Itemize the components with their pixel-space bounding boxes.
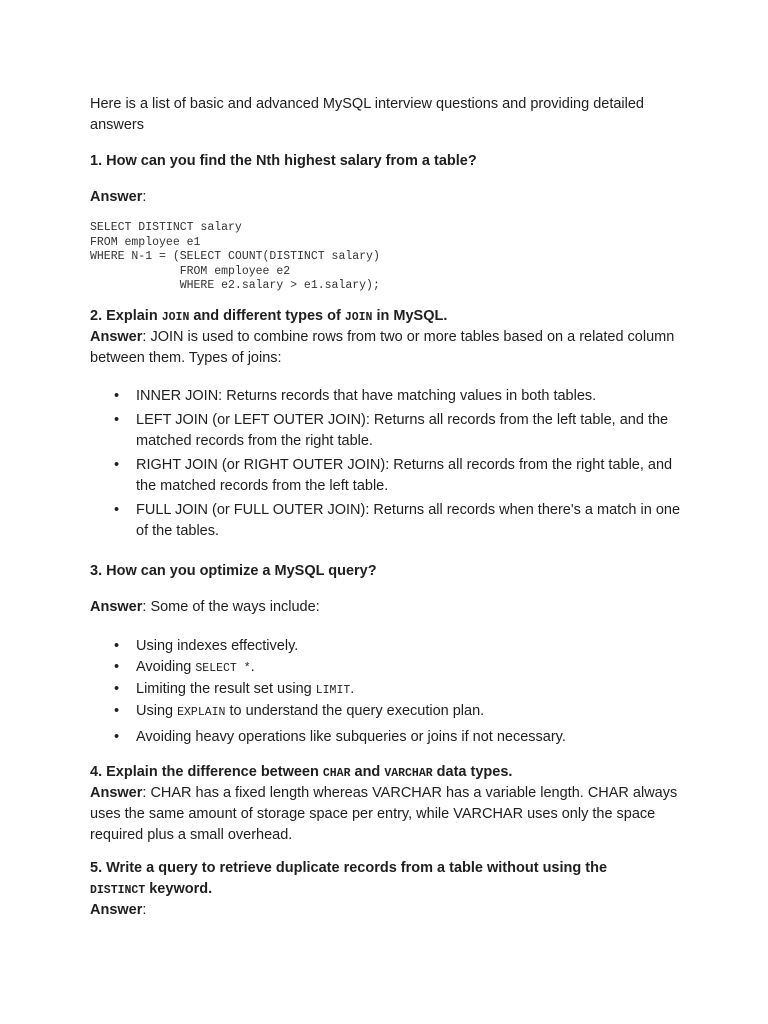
heading-text: 2. Explain bbox=[90, 308, 162, 324]
answer-colon: : bbox=[142, 902, 147, 918]
answer-text: : JOIN is used to combine rows from two or more tables based on a related column between them. Types of joins: bbox=[90, 329, 675, 366]
inline-code: DISTINCT bbox=[90, 884, 146, 897]
item-text: . bbox=[250, 659, 255, 675]
join-types-list bbox=[90, 386, 690, 542]
question-4-heading bbox=[90, 762, 690, 784]
question-2-heading bbox=[90, 306, 690, 328]
heading-text: and different types of bbox=[189, 308, 345, 324]
heading-text: 4. Explain the difference between bbox=[90, 764, 323, 780]
inline-code: SELECT * bbox=[195, 662, 251, 675]
heading-text: in MySQL. bbox=[372, 308, 448, 324]
answer-label: Answer bbox=[90, 785, 143, 801]
list-item: • Using indexes effectively. bbox=[90, 636, 690, 657]
inline-code: JOIN bbox=[161, 311, 190, 324]
question-3-answer bbox=[90, 597, 690, 618]
inline-code: CHAR bbox=[322, 767, 351, 780]
answer-text: : CHAR has a fixed length whereas VARCHAR has a variable length. CHAR always uses the same amount of storage space per entry, while VARCHAR uses only the space required plus a small overhead. bbox=[90, 785, 678, 843]
item-text: to understand the query execution plan. bbox=[225, 703, 485, 719]
question-1-code-block: SELECT DISTINCT salary FROM employee e1 WHERE N-1 = (SELECT COUNT(DISTINCT salary) FROM employee e2 WHERE e2.salary > e1.salary); bbox=[90, 221, 380, 292]
heading-text: keyword. bbox=[145, 881, 213, 897]
answer-text: : Some of the ways include: bbox=[142, 599, 320, 615]
inline-code: EXPLAIN bbox=[177, 706, 226, 719]
optimization-list bbox=[90, 636, 690, 748]
question-5-heading bbox=[90, 858, 620, 901]
answer-label: Answer bbox=[90, 599, 143, 615]
question-5-answer-label bbox=[90, 900, 690, 921]
question-1-answer-label bbox=[90, 187, 690, 208]
heading-text: and bbox=[350, 764, 385, 780]
inline-code: VARCHAR bbox=[384, 767, 433, 780]
item-text: . bbox=[350, 681, 355, 697]
list-item: • FULL JOIN (or FULL OUTER JOIN): Returns all records when there's a match in one of the tables. bbox=[90, 500, 690, 542]
question-2-answer bbox=[90, 327, 690, 369]
item-text: Avoiding bbox=[136, 659, 196, 675]
heading-text: data types. bbox=[432, 764, 513, 780]
item-text: Limiting the result set using bbox=[136, 681, 316, 697]
question-3-heading: 3. How can you optimize a MySQL query? bbox=[90, 563, 377, 579]
list-item: • RIGHT JOIN (or RIGHT OUTER JOIN): Returns all records from the right table, and the matched records from the left table. bbox=[90, 455, 690, 497]
list-item bbox=[90, 701, 690, 723]
list-item: • LEFT JOIN (or LEFT OUTER JOIN): Returns all records from the left table, and the matched records from the right table. bbox=[90, 410, 690, 452]
inline-code: LIMIT bbox=[315, 684, 351, 697]
item-text: Using bbox=[136, 703, 178, 719]
list-item: • Avoiding heavy operations like subqueries or joins if not necessary. bbox=[90, 727, 690, 748]
answer-label: Answer bbox=[90, 902, 143, 918]
inline-code: JOIN bbox=[344, 311, 373, 324]
intro-paragraph: Here is a list of basic and advanced MySQL interview questions and providing detailed answers bbox=[90, 96, 644, 133]
answer-colon: : bbox=[142, 189, 147, 205]
question-1-heading: 1. How can you find the Nth highest salary from a table? bbox=[90, 153, 477, 169]
answer-label: Answer bbox=[90, 329, 143, 345]
answer-label: Answer bbox=[90, 189, 143, 205]
heading-text: 5. Write a query to retrieve duplicate records from a table without using the bbox=[90, 860, 608, 876]
list-item bbox=[90, 657, 690, 679]
question-4-answer bbox=[90, 783, 690, 846]
list-item: • INNER JOIN: Returns records that have matching values in both tables. bbox=[90, 386, 690, 407]
list-item bbox=[90, 679, 690, 701]
